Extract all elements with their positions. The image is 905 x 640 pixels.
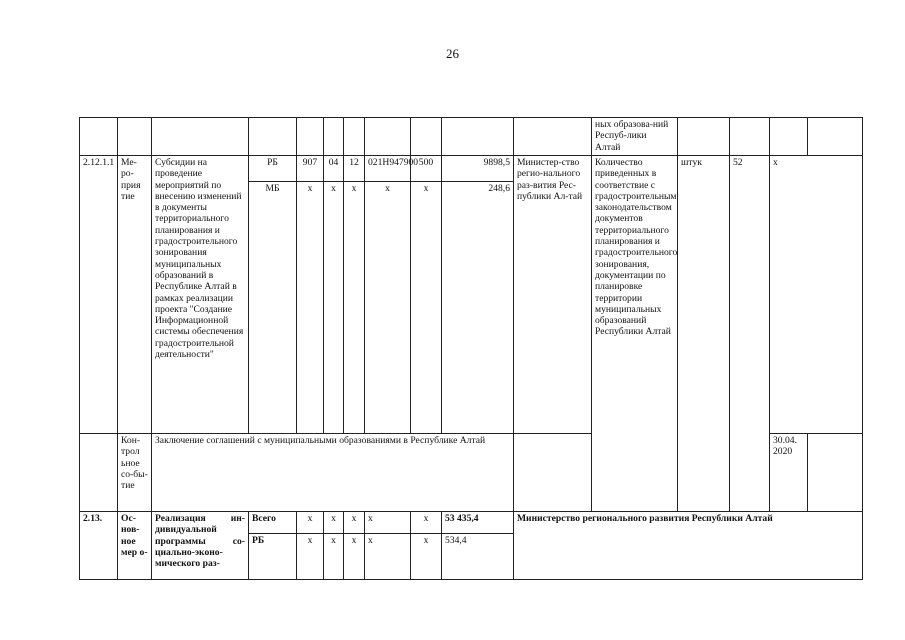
empty-cell bbox=[344, 118, 365, 156]
unit: штук bbox=[678, 156, 730, 512]
row-number: 2.12.1.1 bbox=[80, 156, 118, 434]
empty-cell bbox=[678, 118, 730, 156]
amount-value: 534,4 bbox=[442, 534, 514, 580]
amount-value: 9898,5 bbox=[442, 156, 514, 182]
csr-code: х bbox=[365, 182, 411, 434]
empty-cell bbox=[80, 118, 118, 156]
deadline: х bbox=[770, 156, 863, 182]
grbs-code: 907 bbox=[297, 156, 324, 182]
page-number: 26 bbox=[446, 46, 459, 61]
rz-code: х bbox=[324, 512, 344, 534]
control-event-type: Кон-трол ьное со-бы-тие bbox=[118, 434, 152, 512]
empty-cell bbox=[442, 118, 514, 156]
amount-value: 53 435,4 bbox=[442, 512, 514, 534]
row-type: Ос-нов-ное мер о- bbox=[118, 512, 152, 580]
empty-cell bbox=[152, 118, 249, 156]
empty-cell bbox=[808, 118, 863, 156]
empty-cell bbox=[118, 118, 152, 156]
empty-cell bbox=[324, 118, 344, 156]
executor: Министер-ство регио-нального раз-вития Рес-публики Ал-тай bbox=[514, 156, 592, 434]
funding-source: Всего bbox=[249, 512, 297, 534]
vr-code: х bbox=[411, 512, 442, 534]
csr-code: 021H947900 bbox=[365, 156, 411, 182]
empty-cell bbox=[365, 118, 411, 156]
empty-cell bbox=[411, 118, 442, 156]
vr-code: х bbox=[411, 534, 442, 580]
row-name: Реализация ин-дивидуальной программы со-циально-эконо-мического раз- bbox=[152, 512, 249, 580]
rz-code: х bbox=[324, 534, 344, 580]
pr-code: х bbox=[344, 512, 365, 534]
rz-code: 04 bbox=[324, 156, 344, 182]
funding-source: РБ bbox=[249, 534, 297, 580]
funding-source: РБ bbox=[249, 156, 297, 182]
row-number: 2.13. bbox=[80, 512, 118, 580]
control-event-date: 30.04. 2020 bbox=[770, 434, 808, 512]
executor: Министерство регионального развития Республики Алтай bbox=[514, 512, 863, 580]
pr-code: 12 bbox=[344, 156, 365, 182]
indicator-value: 52 bbox=[730, 156, 770, 512]
program-table bbox=[79, 117, 863, 580]
table-row bbox=[80, 512, 863, 534]
empty-cell bbox=[808, 434, 863, 512]
empty-cell bbox=[249, 118, 297, 156]
grbs-code: х bbox=[297, 512, 324, 534]
indicator: Количество приведенных в соответствие с градостроительным законодательством документов территориального планирования и градостроительного зонирования, документации по планировке территории муниципальных образований Республики Алтай bbox=[592, 156, 678, 512]
empty-cell bbox=[770, 182, 863, 434]
csr-code: х bbox=[365, 534, 411, 580]
vr-code: 500 bbox=[411, 156, 442, 182]
rz-code: х bbox=[324, 182, 344, 434]
grbs-code: х bbox=[297, 182, 324, 434]
row-type: Ме-ро-прия тие bbox=[118, 156, 152, 434]
empty-cell bbox=[297, 118, 324, 156]
indicator-tail: ных образова-ний Респуб-лики Алтай bbox=[592, 118, 678, 156]
csr-code: х bbox=[365, 512, 411, 534]
grbs-code: х bbox=[297, 534, 324, 580]
amount-value: 248,6 bbox=[442, 182, 514, 434]
empty-cell bbox=[514, 118, 592, 156]
empty-cell bbox=[514, 434, 592, 512]
vr-code: х bbox=[411, 182, 442, 434]
empty-cell bbox=[730, 118, 770, 156]
table-row bbox=[80, 156, 863, 182]
empty-cell bbox=[80, 434, 118, 512]
pr-code: х bbox=[344, 534, 365, 580]
control-event-description: Заключение соглашений с муниципальными образованиями в Республике Алтай bbox=[152, 434, 514, 512]
empty-cell bbox=[770, 118, 808, 156]
pr-code: х bbox=[344, 182, 365, 434]
row-name: Субсидии на проведение мероприятий по внесению изменений в документы территориального планирования и градостроительного зонирования муниципальных образований в Республике Алтай в рамках реализации проекта "Создание Информационной системы обеспечения градостроительной деятельности" bbox=[152, 156, 249, 434]
funding-source: МБ bbox=[249, 182, 297, 434]
continued-row bbox=[80, 118, 863, 156]
